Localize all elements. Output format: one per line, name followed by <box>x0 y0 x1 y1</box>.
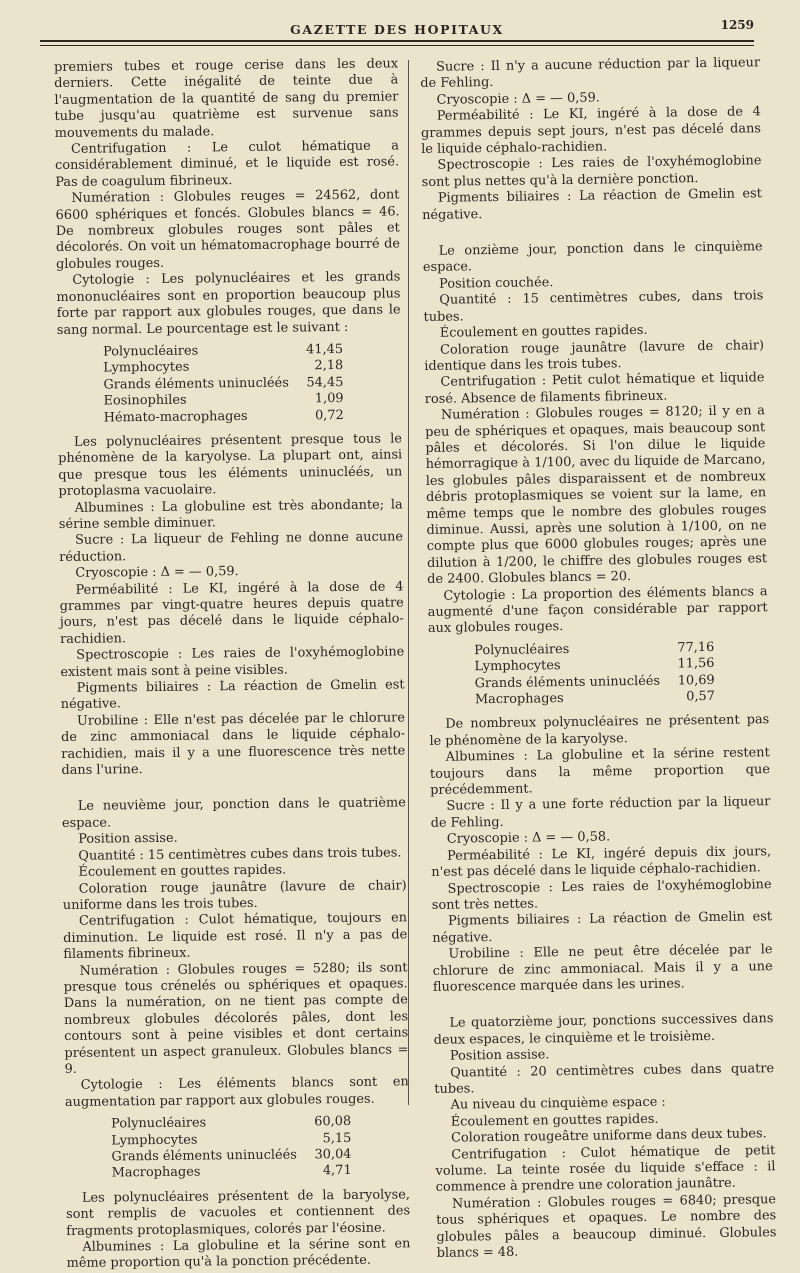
cell-count-table <box>474 640 715 709</box>
row-value: 4,71 <box>322 1163 352 1179</box>
paragraph: Coloration rouge jaunâtre (lavure de chair) identique dans les trois tubes. <box>424 337 765 374</box>
paragraph: Albumines : La globuline est très abondante; la sérine semble diminuer. <box>58 496 403 532</box>
paragraph: Perméabilité : Le KI, ingéré depuis dix jours, n'est pas décelé dans le liquide céphalo-rachidien. <box>431 843 772 881</box>
paragraph: Quantité : 20 centimètres cubes dans quatre tubes. <box>434 1060 775 1097</box>
row-label: Grands éléments uninucléés <box>474 673 661 691</box>
right-column <box>420 55 777 1261</box>
row-label: Polynucléaires <box>111 1115 207 1132</box>
row-value: 30,04 <box>314 1146 352 1163</box>
paragraph: Quantité : 15 centimètres cubes, dans trois tubes. <box>423 288 764 325</box>
row-value: 1,09 <box>314 391 344 407</box>
row-label: Lymphocytes <box>474 658 561 675</box>
paragraph: Sucre : Il y a une forte réduction par la liqueur de Fehling. <box>430 794 771 831</box>
paragraph: Perméabilité : Le KI, ingéré à la dose de 4 grammes par vingt-quatre heures depuis quatre jours, n'est pas décelé dans le liquide céphalo-rachidien. <box>59 578 404 647</box>
paragraph: Position assise. <box>78 831 178 848</box>
paragraph: Le neuvième jour, ponction dans le quatrième espace. <box>61 795 406 831</box>
row-value: 0,72 <box>314 407 344 423</box>
cell-count-table <box>103 342 344 427</box>
row-value: 54,45 <box>306 374 344 391</box>
row-value: 10,69 <box>677 672 715 689</box>
row-label: Grands éléments uninucléés <box>103 375 289 393</box>
paragraph: Cryoscopie : Δ = — 0,59. <box>436 90 600 108</box>
paragraph: Écoulement en gouttes rapides. <box>439 322 648 341</box>
paragraph: Cytologie : La proportion des éléments blancs a augmenté d'une façon considérable par rapport aux globules rouges. <box>427 583 768 637</box>
row-value: 0,57 <box>686 688 716 705</box>
table-row <box>104 408 344 427</box>
row-label: Lymphocytes <box>111 1132 198 1149</box>
left-column <box>54 56 411 1272</box>
paragraph: De nombreux polynucléaires ne présentent pas le phénomène de la karyolyse. <box>429 712 770 749</box>
table-row <box>112 1163 352 1182</box>
paragraph: Quantité : 15 centimètres cubes dans trois tubes. <box>78 845 402 864</box>
table-row <box>103 342 343 361</box>
paragraph: Sucre : Il n'y a aucune réduction par la liqueur de Fehling. <box>420 55 761 92</box>
cell-count-table <box>111 1114 352 1182</box>
paragraph: Centrifugation : Culot hématique, toujours en diminution. Le liquide est rosé. Il n'y a pas de filaments fibrineux. <box>63 910 408 963</box>
paragraph: Urobiline : Elle n'est pas décelée par le chlorure de zinc ammoniacal dans le liquide céphalo-rachidien, mais il y a une fluorescence très nette dans l'urine. <box>61 710 406 779</box>
paragraph: Spectroscopie : Les raies de l'oxyhémoglobine sont très nettes. <box>431 876 772 913</box>
row-label: Macrophages <box>474 691 564 708</box>
paragraph: Numération : Globules reuges = 24562, dont 6600 sphériques et foncés. Globules blancs = 46. De nombreux globules rouges sont pâles et décolorés. On voit un hématomacrophage bourré de globules rouges. <box>55 187 401 272</box>
paragraph: Au niveau du cinquième espace : <box>450 1095 666 1114</box>
paragraph: Coloration rouge jaunâtre (lavure de chair) uniforme dans les trois tubes. <box>62 877 407 913</box>
paragraph: Position assise. <box>449 1047 550 1064</box>
page-header <box>40 18 754 58</box>
paragraph: Centrifugation : Le culot hématique a considérablement diminué, et le liquide est rosé. Pas de coagulum fibrineux. <box>55 138 400 190</box>
journal-title: GAZETTE DES HOPITAUX <box>290 22 504 37</box>
row-value: 11,56 <box>677 656 715 672</box>
row-label: Polynucléaires <box>474 641 570 659</box>
row-label: Hémato-macrophages <box>103 408 248 426</box>
paragraph: Cryoscopie : Δ = — 0,59. <box>75 564 239 581</box>
column-divider <box>408 60 409 1105</box>
paragraph: Cryoscopie : Δ = — 0,58. <box>446 829 611 847</box>
paragraph: Cytologie : Les polynucléaires et les grands mononucléaires sont en proportion beaucoup plus forte par rapport aux globules rouges, que dans le sang normal. Le pourcentage est le suivant : <box>56 269 401 338</box>
paragraph: Pigments biliaires : La réaction de Gmelin est négative. <box>432 909 773 946</box>
paragraph: Sucre : La liqueur de Fehling ne donne aucune réduction. <box>59 529 404 565</box>
table-row <box>475 689 715 709</box>
paragraph: Numération : Globules rouges = 8120; il y en a peu de sphériques et opaques, mais beaucoup sont pâles et décolorés. Si l'on dilue le liquide hémorragique à 1/100, avec du liquide de Marcano, les globules pâles disparaissent et de nombreux débris protoplasmiques se voient sur la lame, en même temps que le nombre des globules rouges diminue. Aussi, après une solution à 1/100, on ne compte plus que 6000 globules rouges; après une dilution à 1/200, le chiffre des globules rouges est de 2400. Globules blancs = 20. <box>425 403 768 588</box>
paragraph: Centrifugation : Petit culot hématique et liquide rosé. Absence de filaments fibrineux. <box>424 370 765 407</box>
paragraph: Numération : Globules rouges = 5280; ils sont presque tous crénelés ou sphériques et opaques. Dans la numération, on ne tient pas compte de nombreux globules décolorés pâles, dont les contours sont à peine visibles et dont certains présentent un aspect granuleux. Globules blancs = 9. <box>63 959 409 1077</box>
table-row <box>103 375 343 394</box>
paragraph: Urobiline : Elle ne peut être décelée par le chlorure de zinc ammoniacal. Mais il y a une fluorescence marquée dans les urines. <box>432 942 773 995</box>
row-value: 2,18 <box>314 358 344 374</box>
paragraph: Perméabilité : Le KI, ingéré à la dose de 4 grammes depuis sept jours, n'est pas décelé dans le liquide céphalo-rachidien. <box>420 104 762 158</box>
table-row <box>111 1114 351 1133</box>
row-value: 5,15 <box>322 1130 352 1146</box>
paragraph: Albumines : La globuline et la sérine sont en même proportion qu'à la ponction précédente. <box>66 1236 411 1272</box>
paragraph: Pigments biliaires : La réaction de Gmelin est négative. <box>60 677 405 713</box>
paragraph: Coloration rougeâtre uniforme dans deux tubes. <box>450 1126 767 1146</box>
row-value: 60,08 <box>314 1114 352 1130</box>
paragraph: Spectroscopie : Les raies de l'oxyhémoglobine existent mais sont à peine visibles. <box>60 644 405 680</box>
paragraph: Cytologie : Les éléments blancs sont en augmentation par rapport aux globules rouges. <box>64 1074 409 1110</box>
row-label: Grands éléments uninucléés <box>111 1147 297 1165</box>
row-label: Polynucléaires <box>102 343 199 360</box>
paragraph: Écoulement en gouttes rapides. <box>78 862 287 880</box>
header-rule-thin <box>40 45 754 46</box>
row-label: Lymphocytes <box>103 359 190 376</box>
paragraph: Le onzième jour, ponction dans le cinquième espace. <box>422 239 763 276</box>
paragraph: Albumines : La globuline et la sérine restent toujours dans la même proportion que précédemment. <box>429 745 771 798</box>
paragraph: premiers tubes et rouge cerise dans les deux derniers. Cette inégalité de teinte due à l'augmentation de la quantité de sang du premier tube jusqu'au quatrième est survenue sans mouvements du malade. <box>54 56 399 141</box>
paragraph: Écoulement en gouttes rapides. <box>450 1111 659 1130</box>
table-row <box>111 1147 351 1166</box>
header-rule <box>40 40 754 42</box>
paragraph: Centrifugation : Culot hématique de petit volume. La teinte rosée du liquide s'efface : il commence à prendre une coloration jaunâtre. <box>435 1142 776 1196</box>
page-number: 1259 <box>720 18 754 32</box>
row-value: 77,16 <box>677 639 715 656</box>
paragraph: Le quatorzième jour, ponctions successives dans deux espaces, le cinquième et le troisième. <box>433 1011 774 1048</box>
paragraph: Numération : Globules rouges = 6840; presque tous sphériques et opaques. Le nombre des globules pâles a beaucoup diminué. Globules blancs = 48. <box>436 1191 777 1261</box>
table-row <box>475 673 715 693</box>
paragraph: Position couchée. <box>439 275 554 292</box>
paragraph: Spectroscopie : Les raies de l'oxyhémoglobine sont plus nettes qu'à la dernière ponction. <box>421 153 762 190</box>
paragraph: Les polynucléaires présentent presque tous le phénomène de la karyolyse. La plupart ont, ainsi que presque tous les éléments uninucléés, un protoplasma vacuolaire. <box>58 431 403 500</box>
row-value: 41,45 <box>306 341 344 358</box>
paragraph: Les polynucléaires présentent de la baryolyse, sont remplis de vacuoles et contiennent des fragments protoplasmiques, colorés par l'éosine. <box>66 1187 411 1239</box>
paragraph: Pigments biliaires : La réaction de Gmelin est négative. <box>422 186 763 223</box>
row-label: Eosinophiles <box>103 392 187 409</box>
row-label: Macrophages <box>111 1164 201 1181</box>
